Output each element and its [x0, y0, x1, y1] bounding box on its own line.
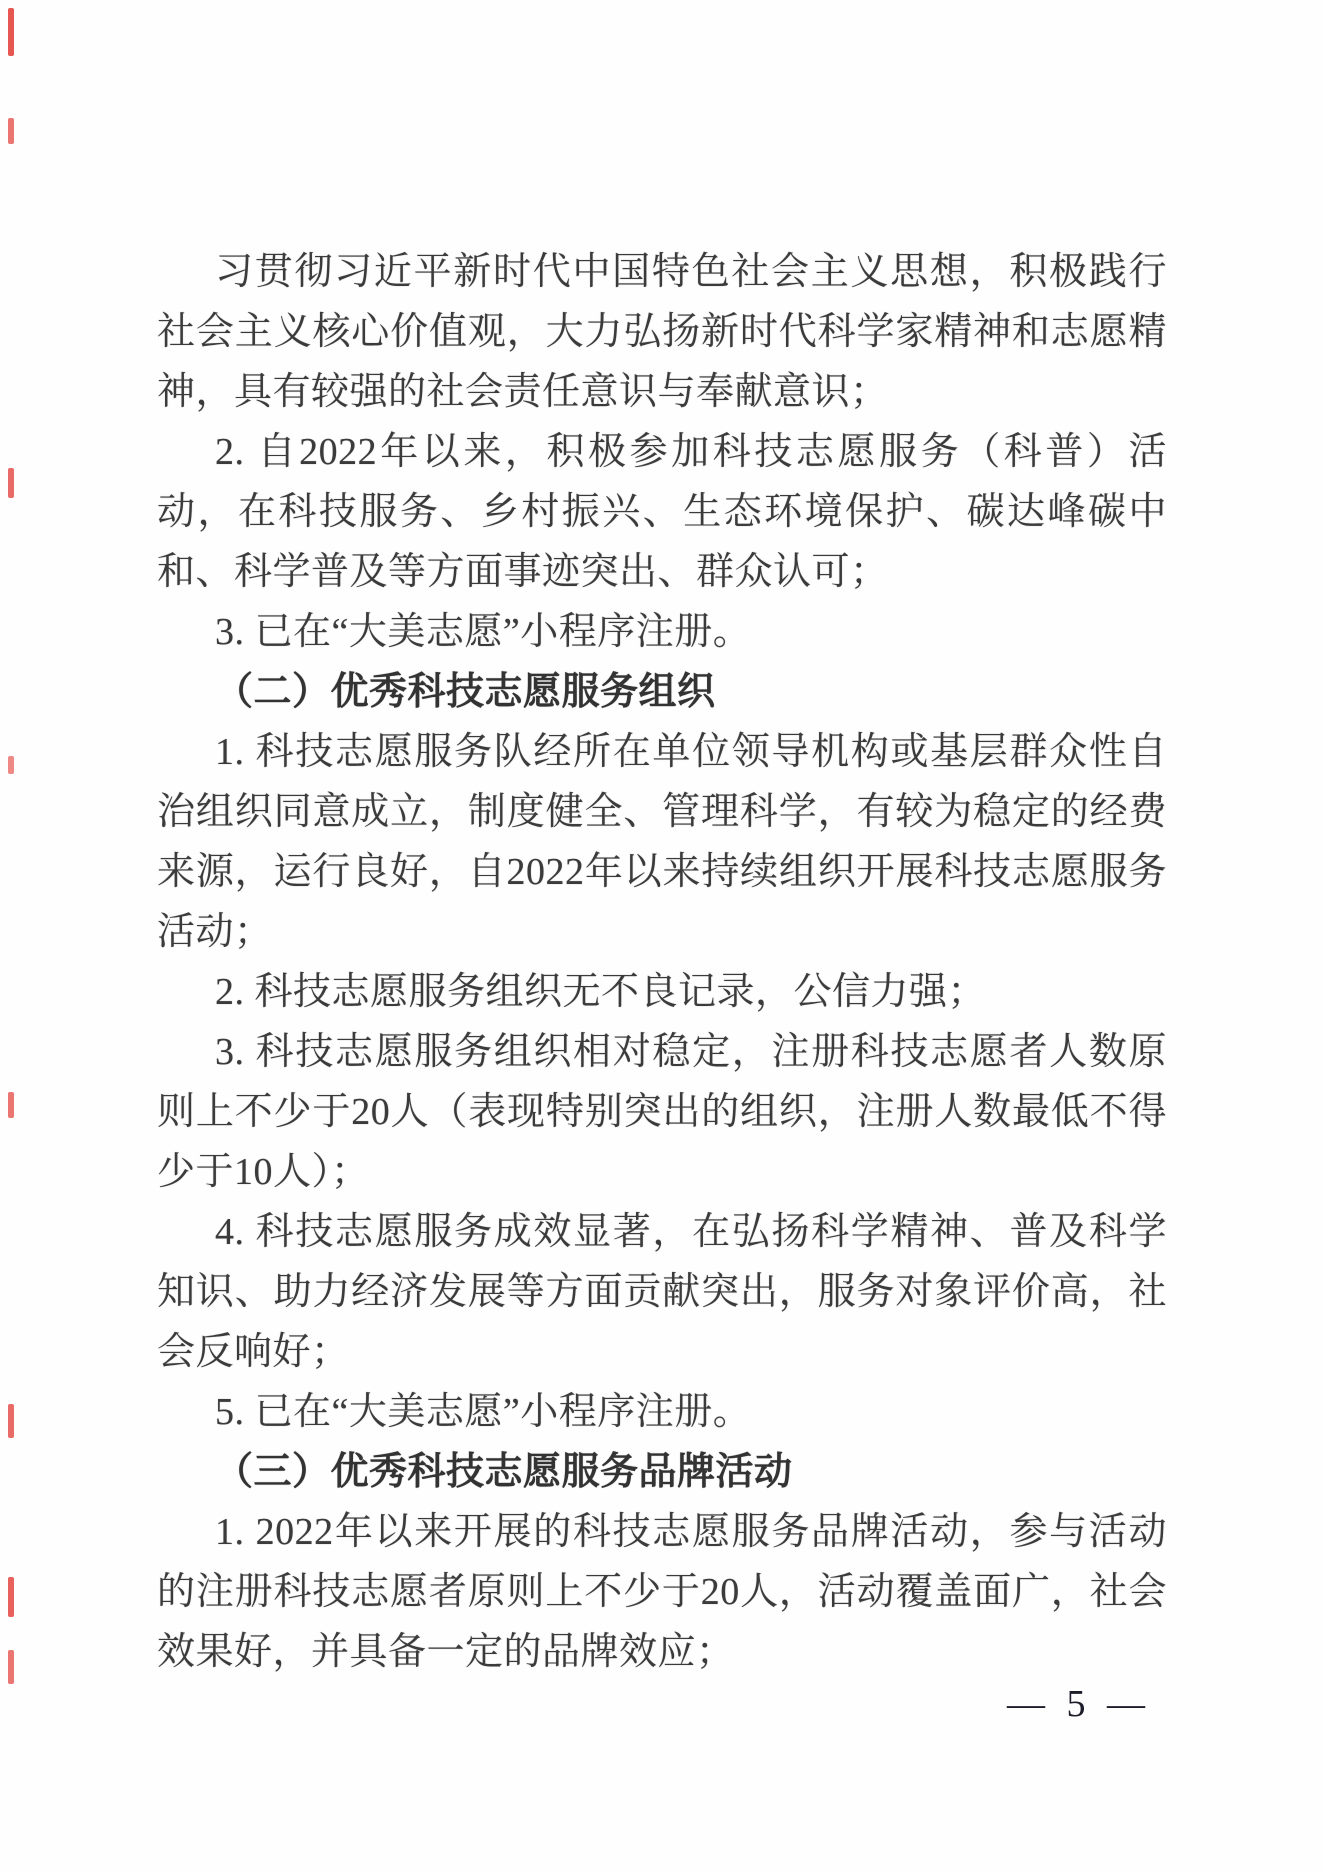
paragraph: 3. 已在“大美志愿”小程序注册。 [215, 611, 752, 653]
scan-artifact-mark [8, 1577, 14, 1617]
paragraph: 3. 科技志愿服务组织相对稳定，注册科技志愿者人数原则上不少于20人（表现特别突出的组织，注册人数最低不得少于10人）； [157, 1031, 1167, 1193]
page-number: — 5 — [1007, 1683, 1151, 1725]
scan-artifact-mark [8, 468, 14, 498]
scan-artifact-mark [8, 1650, 14, 1684]
scan-artifact-mark [8, 118, 14, 144]
paragraph: 2. 自2022年以来，积极参加科技志愿服务（科普）活动，在科技服务、乡村振兴、生态环境保护、碳达峰碳中和、科学普及等方面事迹突出、群众认可； [157, 431, 1167, 593]
paragraph: 习贯彻习近平新时代中国特色社会主义思想，积极践行社会主义核心价值观，大力弘扬新时代科学家精神和志愿精神，具有较强的社会责任意识与奉献意识； [157, 251, 1167, 413]
paragraph: 5. 已在“大美志愿”小程序注册。 [215, 1391, 752, 1433]
paragraph: 4. 科技志愿服务成效显著，在弘扬科学精神、普及科学知识、助力经济发展等方面贡献突出，服务对象评价高，社会反响好； [157, 1211, 1167, 1373]
section-heading: （二）优秀科技志愿服务组织 [215, 671, 716, 713]
paragraph: 1. 2022年以来开展的科技志愿服务品牌活动，参与活动的注册科技志愿者原则上不少于20人，活动覆盖面广，社会效果好，并具备一定的品牌效应； [157, 1511, 1167, 1673]
paragraph: 1. 科技志愿服务队经所在单位领导机构或基层群众性自治组织同意成立，制度健全、管理科学，有较为稳定的经费来源，运行良好，自2022年以来持续组织开展科技志愿服务活动； [157, 731, 1167, 953]
scan-artifact-mark [8, 1404, 14, 1438]
paragraph: 2. 科技志愿服务组织无不良记录，公信力强； [215, 971, 987, 1013]
scan-artifact-mark [8, 8, 14, 56]
scan-artifact-mark [8, 756, 14, 774]
section-heading: （三）优秀科技志愿服务品牌活动 [215, 1451, 793, 1493]
scan-artifact-mark [8, 1092, 14, 1118]
document-body [157, 242, 1167, 1682]
